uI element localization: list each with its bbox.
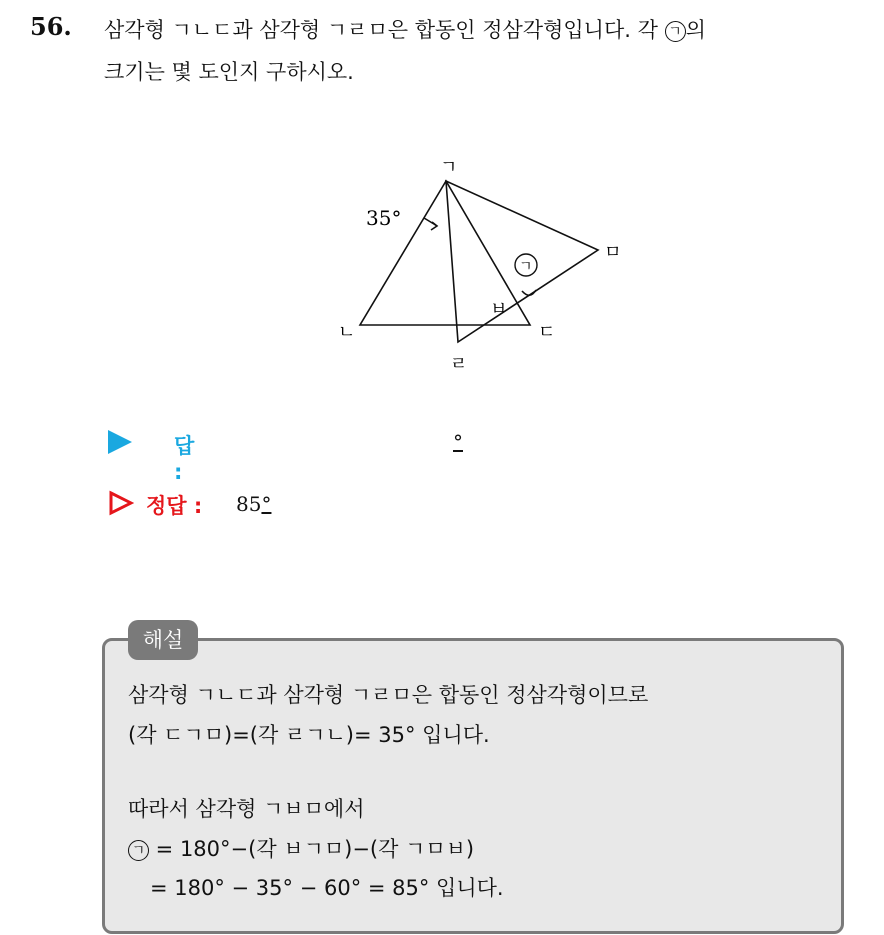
answer-row [108,430,463,484]
question-text-a: 삼각형 ㄱㄴㄷ과 삼각형 ㄱㄹㅁ은 합동인 정삼각형입니다. 각 [104,18,665,42]
answer-blank-unit[interactable]: ° [453,430,463,454]
solution-line-3: 따라서 삼각형 ㄱㅂㅁ에서 [128,797,365,821]
solution-circled-mark: ㄱ [128,840,149,861]
solution-title: 해설 [128,620,198,660]
correct-unit: ° [261,492,272,516]
solution-line-1: 삼각형 ㄱㄴㄷ과 삼각형 ㄱㄹㅁ은 합동인 정삼각형이므로 [128,683,649,707]
vertex-n-label: ㄴ [338,322,356,343]
solution-line-2: (각 ㄷㄱㅁ)=(각 ㄹㄱㄴ)= 35° 입니다. [128,723,490,747]
correct-value [236,492,271,516]
vertex-d-label: ㄷ [538,322,556,343]
solution-line-5-text: = 180° − 35° − 60° = 85° 입니다. [150,876,504,900]
vertex-m-label: ㅁ [604,242,622,263]
answer-label: 답 : [174,434,195,484]
solution-line-4-text: = 180°−(각 ㅂㄱㅁ)−(각 ㄱㅁㅂ) [149,837,475,861]
question-text-b: 의 [685,18,706,42]
correct-answer-row [108,490,272,518]
target-angle-mark: ㄱ [519,259,533,275]
outline-arrow-icon [108,490,134,516]
play-arrow-icon [108,430,132,454]
vertex-b-label: ㅂ [490,299,508,320]
question-text-line-2: 크기는 몇 도인지 구하시오. [104,60,354,84]
angle-arc-target [522,290,536,295]
solution-line-4 [128,833,474,863]
solution-line-5 [150,872,504,902]
vertex-g-label: ㄱ [440,157,458,178]
vertex-r-label: ㄹ [450,354,468,375]
correct-label: 정답 : [146,494,203,518]
triangle-figure [0,0,884,420]
circled-mark: ㄱ [665,21,686,42]
correct-number: 85 [236,492,262,516]
angle-35-label: 35° [366,206,402,230]
question-number: 56. [30,12,72,41]
